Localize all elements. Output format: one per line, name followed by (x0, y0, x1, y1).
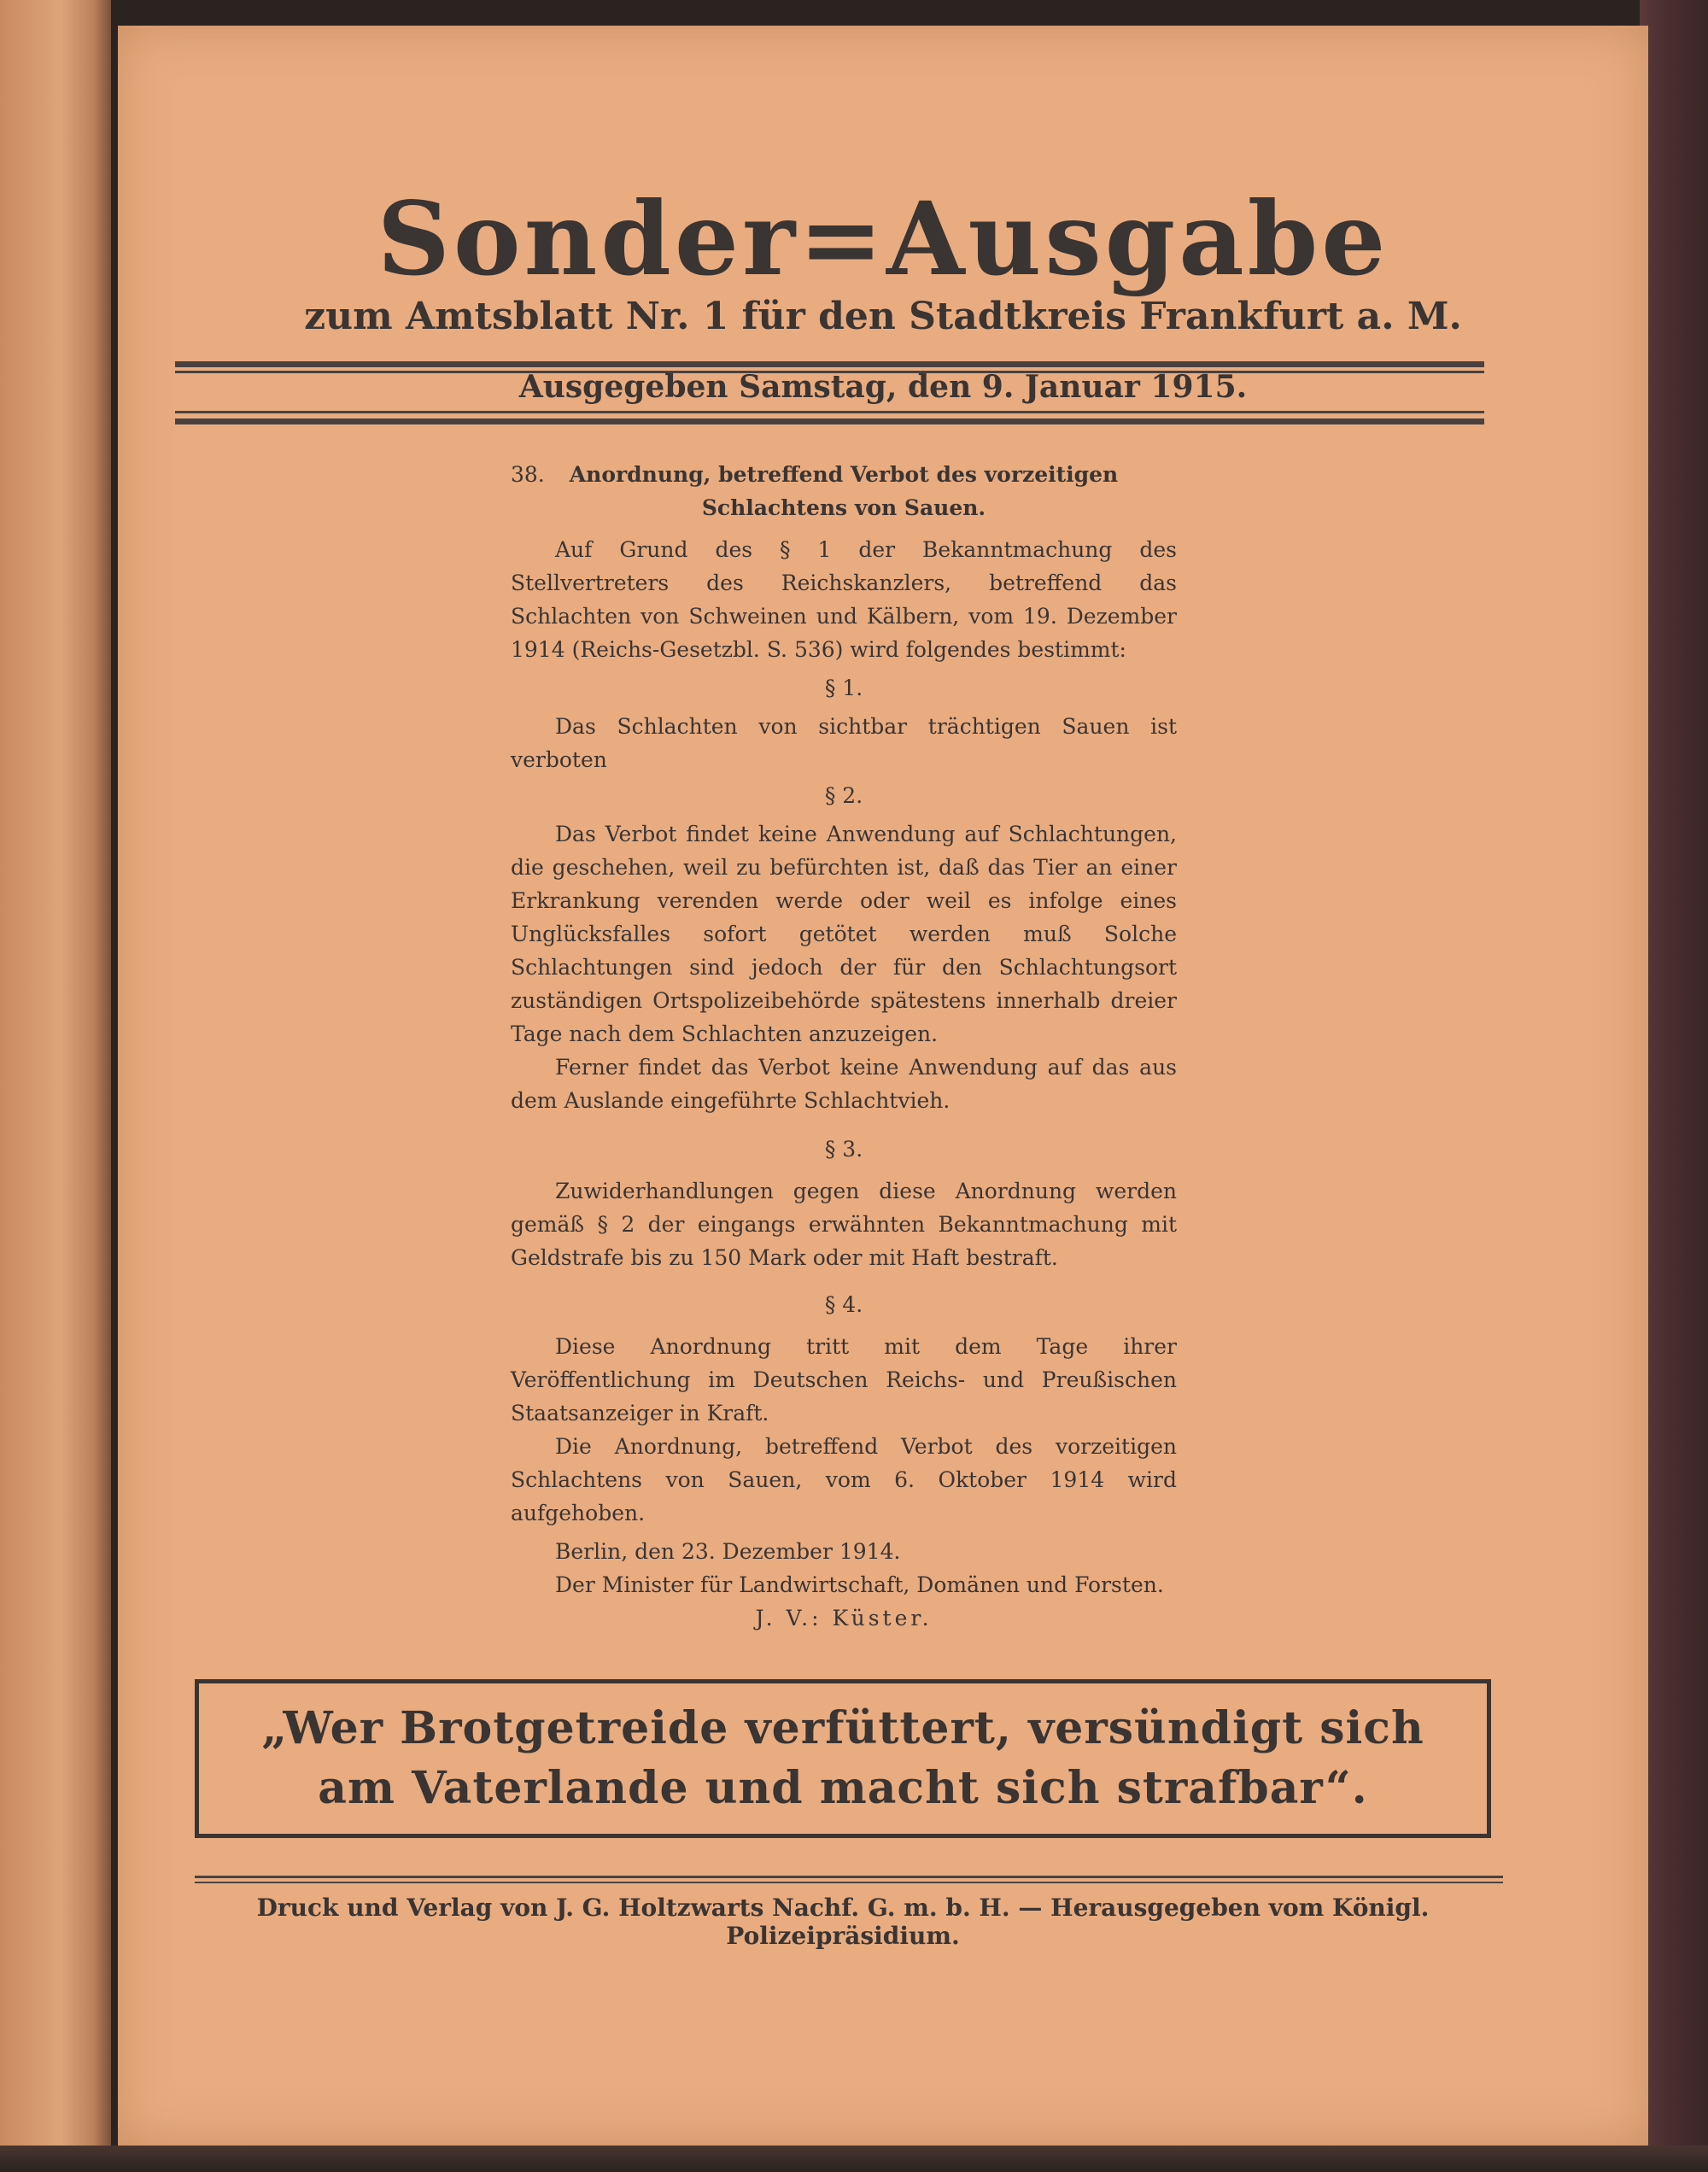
slogan-box (195, 1679, 1491, 1838)
section-paragraph: Das Schlachten von sichtbar trächtigen Sauen ist verboten (511, 714, 1177, 772)
imprint-footer: Druck und Verlag von J. G. Holtzwarts Nachf. G. m. b. H. — Herausgegeben vom Königl. Polizeipräsidium. (256, 1894, 1430, 1950)
left-facing-page (0, 0, 111, 2172)
footer-rule (195, 1876, 1503, 1878)
section-paragraph: Diese Anordnung tritt mit dem Tage ihrer Veröffentlichung im Deutschen Reichs- und Preußischen Staatsanzeiger in Kraft. (511, 1334, 1177, 1426)
section-4 (511, 1288, 1177, 1530)
book-cover-edge (1640, 0, 1708, 2172)
issue-date-line: Ausgegeben Samstag, den 9. Januar 1915. (518, 369, 1248, 405)
masthead-rule-bottom-thin (175, 411, 1484, 413)
masthead-subtitle: zum Amtsblatt Nr. 1 für den Stadtkreis Frankfurt a. M. (304, 295, 1462, 338)
masthead-rule-bottom (175, 419, 1484, 424)
masthead-rule-top (175, 361, 1484, 367)
section-paragraph: Zuwiderhandlungen gegen diese Anordnung werden gemäß § 2 der eingangs erwähnten Bekanntmachung mit Geldstrafe bis zu 150 Mark oder mit Haft bestraft. (511, 1179, 1177, 1270)
article-number: 38. (511, 462, 545, 487)
slogan-line1: „Wer Brotgetreide verfüttert, versündigt sich (261, 1702, 1424, 1754)
footer-rule-2 (195, 1882, 1503, 1883)
article-intro (511, 533, 1177, 666)
signatory: Der Minister für Landwirtschaft, Domänen und Forsten. (555, 1572, 1164, 1597)
masthead-title: Sonder=Ausgabe (377, 179, 1389, 298)
section-paragraph: Das Verbot findet keine Anwendung auf Schlachtungen, die geschehen, weil zu befürchten ist, daß das Tier an einer Erkrankung verenden werde oder weil es infolge eines Unglücksfalles sofort getötet werden muß Solche Schlachtungen sind jedoch der für den Schlachtungsort zuständigen Ortspolizeibehörde spätestens innerhalb dreier Tage nach dem Schlachten anzuzeigen. (511, 822, 1177, 1046)
article-closing (511, 1535, 1177, 1635)
article-title-line1: Anordnung, betreffend Verbot des vorzeitigen (569, 462, 1119, 487)
place-date: Berlin, den 23. Dezember 1914. (555, 1539, 901, 1564)
section-heading: § 2. (824, 783, 863, 808)
article-heading (511, 458, 1177, 524)
section-2 (511, 779, 1177, 1117)
intro-paragraph: Auf Grund des § 1 der Bekanntmachung des Stellvertreters des Reichskanzlers, betreffend das Schlachten von Schweinen und Kälbern, vom 19. Dezember 1914 (Reichs-Gesetzbl. S. 536) wird folgendes bestimmt: (511, 537, 1177, 662)
section-heading: § 1. (824, 676, 863, 700)
section-paragraph: Ferner findet das Verbot keine Anwendung auf das aus dem Auslande eingeführte Schlachtvieh. (511, 1055, 1177, 1113)
slogan-line2: am Vaterlande und macht sich strafbar“. (318, 1762, 1368, 1814)
section-1 (511, 671, 1177, 776)
section-3 (511, 1133, 1177, 1274)
article-title-line2: Schlachtens von Sauen. (701, 495, 986, 520)
book-bottom-edge (0, 2146, 1708, 2172)
section-heading: § 3. (824, 1137, 863, 1162)
section-paragraph: Die Anordnung, betreffend Verbot des vorzeitigen Schlachtens von Sauen, vom 6. Oktober 1914 wird aufgehoben. (511, 1434, 1177, 1525)
section-heading: § 4. (824, 1292, 863, 1317)
signature: J. V.: Küster. (755, 1606, 933, 1630)
